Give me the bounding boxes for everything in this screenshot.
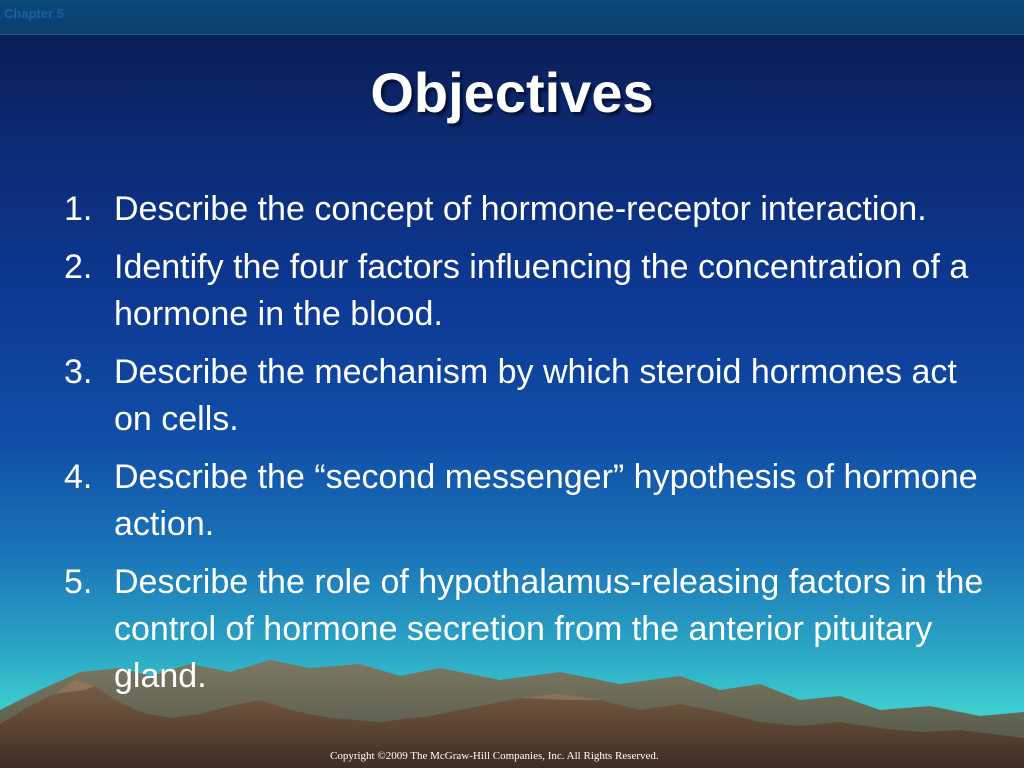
objective-text: Describe the “second messenger” hypothesis of hormone action. [114,458,978,543]
objective-item [60,244,1000,338]
objective-item [60,186,1000,233]
objective-text: Describe the mechanism by which steroid hormones act on cells. [114,353,957,438]
objective-item [60,559,1000,700]
objectives-list [60,186,1000,711]
objective-item [60,454,1000,548]
chapter-label: Chapter 5 [4,6,64,21]
objective-number: 2. [64,248,93,286]
objective-number: 1. [64,190,93,228]
objective-text: Identify the four factors influencing the concentration of a hormone in the blood. [114,248,969,333]
objective-text: Describe the concept of hormone-receptor interaction. [114,190,927,228]
objective-text: Describe the role of hypothalamus-releasing factors in the control of hormone secretion from the anterior pituitary gland. [114,563,984,695]
objective-number: 4. [64,458,93,496]
copyright-notice: Copyright ©2009 The McGraw-Hill Companies, Inc. All Rights Reserved. [330,750,659,762]
objective-number: 5. [64,563,93,601]
objective-number: 3. [64,353,93,391]
slide-title: Objectives [370,61,654,124]
objective-item [60,349,1000,443]
